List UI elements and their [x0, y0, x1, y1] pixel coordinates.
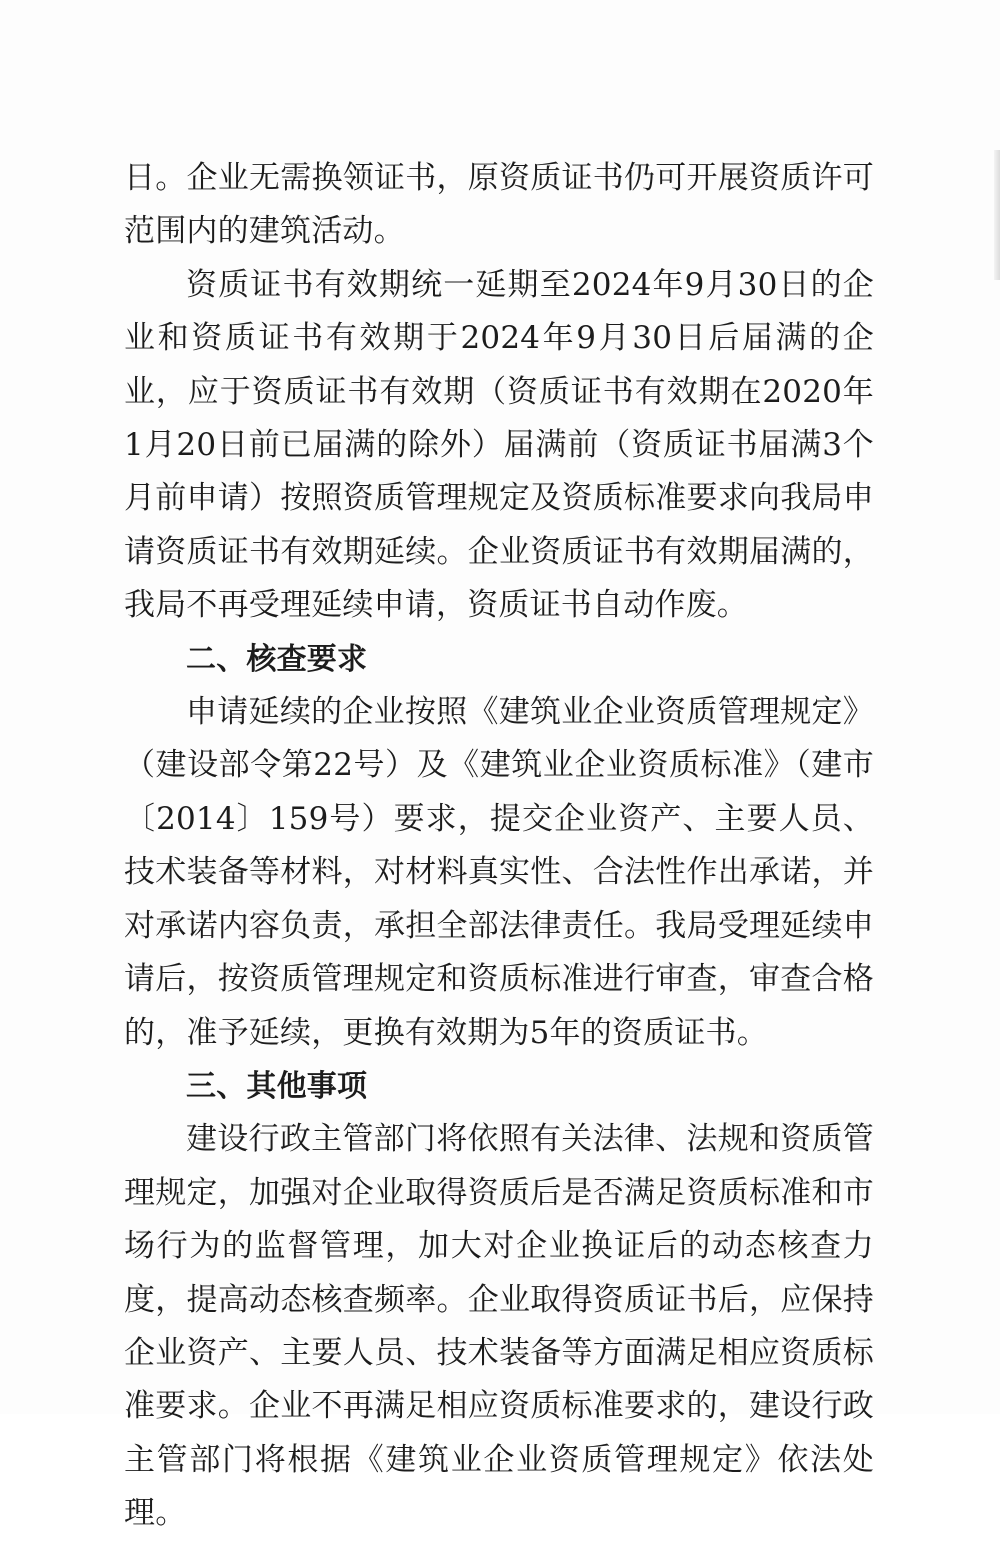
paragraph-continuation: 日。企业无需换领证书，原资质证书仍可开展资质许可范围内的建筑活动。 — [124, 160, 874, 250]
paragraph-verification-requirements: 申请延续的企业按照《建筑业企业资质管理规定》（建设部令第22号）及《建筑业企业资质标准》（建市〔2014〕159号）要求，提交企业资产、主要人员、技术装备等材料，对材料真实性、合法性作出承诺，并对承诺内容负责，承担全部法律责任。我局受理延续申请后，按资质管理规定和资质标准进行审查，审查合格的，准予延续，更换有效期为5年的资质证书。 — [124, 694, 874, 1051]
paragraph-other-matters: 建设行政主管部门将依照有关法律、法规和资质管理规定，加强对企业取得资质后是否满足资质标准和市场行为的监督管理，加大对企业换证后的动态核查力度，提高动态核查频率。企业取得资质证书后，应保持企业资产、主要人员、技术装备等方面满足相应资质标准要求。企业不再满足相应资质标准要求的，建设行政主管部门将根据《建筑业企业资质管理规定》依法处理。 — [124, 1121, 874, 1532]
document-body — [124, 152, 874, 1541]
scan-edge-shadow — [994, 150, 1000, 280]
section-heading-other-matters: 三、其他事项 — [186, 1068, 368, 1104]
section-heading-verification: 二、核查要求 — [186, 641, 368, 677]
paragraph-validity-extension: 资质证书有效期统一延期至2024年9月30日的企业和资质证书有效期于2024年9月30日后届满的企业，应于资质证书有效期（资质证书有效期在2020年1月20日前已届满的除外）届满前（资质证书届满3个月前申请）按照资质管理规定及资质标准要求向我局申请资质证书有效期延续。企业资质证书有效期届满的，我局不再受理延续申请，资质证书自动作废。 — [124, 266, 874, 624]
